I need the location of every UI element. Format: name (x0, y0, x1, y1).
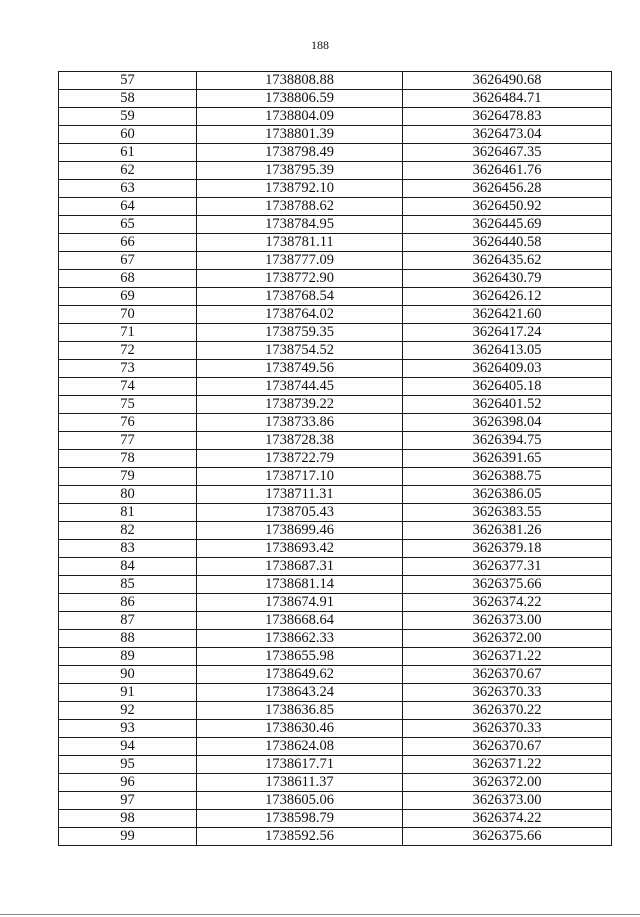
y-coordinate-cell: 3626417.24 (403, 324, 612, 342)
table-row (59, 90, 612, 108)
x-coordinate-cell: 1738649.62 (197, 666, 403, 684)
x-coordinate-cell: 1738687.31 (197, 558, 403, 576)
table-row (59, 810, 612, 828)
point-number-cell: 95 (59, 756, 197, 774)
x-coordinate-cell: 1738699.46 (197, 522, 403, 540)
table-row (59, 432, 612, 450)
x-coordinate-cell: 1738705.43 (197, 504, 403, 522)
point-number-cell: 87 (59, 612, 197, 630)
table-row (59, 126, 612, 144)
x-coordinate-cell: 1738744.45 (197, 378, 403, 396)
y-coordinate-cell: 3626409.03 (403, 360, 612, 378)
y-coordinate-cell: 3626450.92 (403, 198, 612, 216)
y-coordinate-cell: 3626371.22 (403, 756, 612, 774)
x-coordinate-cell: 1738801.39 (197, 126, 403, 144)
point-number-cell: 74 (59, 378, 197, 396)
point-number-cell: 63 (59, 180, 197, 198)
table-row (59, 648, 612, 666)
table-row (59, 252, 612, 270)
table-row (59, 180, 612, 198)
x-coordinate-cell: 1738768.54 (197, 288, 403, 306)
page-number: 188 (311, 38, 329, 52)
x-coordinate-cell: 1738808.88 (197, 72, 403, 90)
y-coordinate-cell: 3626375.66 (403, 828, 612, 846)
point-number-cell: 99 (59, 828, 197, 846)
y-coordinate-cell: 3626386.05 (403, 486, 612, 504)
table-row (59, 684, 612, 702)
page-bottom-rule (0, 914, 640, 915)
table-row (59, 774, 612, 792)
table-row (59, 468, 612, 486)
y-coordinate-cell: 3626370.33 (403, 720, 612, 738)
y-coordinate-cell: 3626372.00 (403, 630, 612, 648)
table-row (59, 630, 612, 648)
y-coordinate-cell: 3626388.75 (403, 468, 612, 486)
x-coordinate-cell: 1738772.90 (197, 270, 403, 288)
table-row (59, 576, 612, 594)
table-row (59, 342, 612, 360)
x-coordinate-cell: 1738617.71 (197, 756, 403, 774)
point-number-cell: 91 (59, 684, 197, 702)
y-coordinate-cell: 3626383.55 (403, 504, 612, 522)
x-coordinate-cell: 1738798.49 (197, 144, 403, 162)
y-coordinate-cell: 3626398.04 (403, 414, 612, 432)
x-coordinate-cell: 1738728.38 (197, 432, 403, 450)
point-number-cell: 89 (59, 648, 197, 666)
y-coordinate-cell: 3626456.28 (403, 180, 612, 198)
table-row (59, 450, 612, 468)
y-coordinate-cell: 3626370.22 (403, 702, 612, 720)
x-coordinate-cell: 1738611.37 (197, 774, 403, 792)
x-coordinate-cell: 1738795.39 (197, 162, 403, 180)
point-number-cell: 86 (59, 594, 197, 612)
x-coordinate-cell: 1738792.10 (197, 180, 403, 198)
table-row (59, 666, 612, 684)
point-number-cell: 94 (59, 738, 197, 756)
point-number-cell: 78 (59, 450, 197, 468)
point-number-cell: 57 (59, 72, 197, 90)
point-number-cell: 93 (59, 720, 197, 738)
table-row (59, 612, 612, 630)
point-number-cell: 66 (59, 234, 197, 252)
y-coordinate-cell: 3626421.60 (403, 306, 612, 324)
y-coordinate-cell: 3626391.65 (403, 450, 612, 468)
table-row (59, 738, 612, 756)
y-coordinate-cell: 3626405.18 (403, 378, 612, 396)
y-coordinate-cell: 3626430.79 (403, 270, 612, 288)
x-coordinate-cell: 1738722.79 (197, 450, 403, 468)
point-number-cell: 71 (59, 324, 197, 342)
point-number-cell: 58 (59, 90, 197, 108)
x-coordinate-cell: 1738788.62 (197, 198, 403, 216)
table-row (59, 198, 612, 216)
table-row (59, 414, 612, 432)
y-coordinate-cell: 3626372.00 (403, 774, 612, 792)
x-coordinate-cell: 1738717.10 (197, 468, 403, 486)
table-row (59, 540, 612, 558)
y-coordinate-cell: 3626484.71 (403, 90, 612, 108)
table-row (59, 72, 612, 90)
point-number-cell: 65 (59, 216, 197, 234)
table-row (59, 378, 612, 396)
y-coordinate-cell: 3626371.22 (403, 648, 612, 666)
y-coordinate-cell: 3626370.67 (403, 738, 612, 756)
point-number-cell: 81 (59, 504, 197, 522)
y-coordinate-cell: 3626435.62 (403, 252, 612, 270)
y-coordinate-cell: 3626374.22 (403, 594, 612, 612)
table-row (59, 756, 612, 774)
point-number-cell: 68 (59, 270, 197, 288)
point-number-cell: 76 (59, 414, 197, 432)
table-row (59, 270, 612, 288)
y-coordinate-cell: 3626478.83 (403, 108, 612, 126)
y-coordinate-cell: 3626401.52 (403, 396, 612, 414)
x-coordinate-cell: 1738630.46 (197, 720, 403, 738)
table-row (59, 216, 612, 234)
x-coordinate-cell: 1738764.02 (197, 306, 403, 324)
y-coordinate-cell: 3626445.69 (403, 216, 612, 234)
y-coordinate-cell: 3626375.66 (403, 576, 612, 594)
point-number-cell: 79 (59, 468, 197, 486)
point-number-cell: 75 (59, 396, 197, 414)
y-coordinate-cell: 3626473.04 (403, 126, 612, 144)
point-number-cell: 83 (59, 540, 197, 558)
x-coordinate-cell: 1738662.33 (197, 630, 403, 648)
point-number-cell: 96 (59, 774, 197, 792)
x-coordinate-cell: 1738605.06 (197, 792, 403, 810)
point-number-cell: 90 (59, 666, 197, 684)
y-coordinate-cell: 3626373.00 (403, 792, 612, 810)
table-row (59, 792, 612, 810)
x-coordinate-cell: 1738804.09 (197, 108, 403, 126)
point-number-cell: 88 (59, 630, 197, 648)
x-coordinate-cell: 1738674.91 (197, 594, 403, 612)
point-number-cell: 62 (59, 162, 197, 180)
x-coordinate-cell: 1738636.85 (197, 702, 403, 720)
x-coordinate-cell: 1738693.42 (197, 540, 403, 558)
x-coordinate-cell: 1738733.86 (197, 414, 403, 432)
x-coordinate-cell: 1738759.35 (197, 324, 403, 342)
x-coordinate-cell: 1738749.56 (197, 360, 403, 378)
point-number-cell: 97 (59, 792, 197, 810)
table-row (59, 522, 612, 540)
table-row (59, 288, 612, 306)
y-coordinate-cell: 3626379.18 (403, 540, 612, 558)
table-row (59, 702, 612, 720)
x-coordinate-cell: 1738739.22 (197, 396, 403, 414)
y-coordinate-cell: 3626461.76 (403, 162, 612, 180)
x-coordinate-cell: 1738711.31 (197, 486, 403, 504)
y-coordinate-cell: 3626377.31 (403, 558, 612, 576)
y-coordinate-cell: 3626467.35 (403, 144, 612, 162)
x-coordinate-cell: 1738668.64 (197, 612, 403, 630)
point-number-cell: 69 (59, 288, 197, 306)
point-number-cell: 92 (59, 702, 197, 720)
point-number-cell: 80 (59, 486, 197, 504)
x-coordinate-cell: 1738784.95 (197, 216, 403, 234)
table-row (59, 594, 612, 612)
y-coordinate-cell: 3626440.58 (403, 234, 612, 252)
x-coordinate-cell: 1738592.56 (197, 828, 403, 846)
point-number-cell: 61 (59, 144, 197, 162)
point-number-cell: 59 (59, 108, 197, 126)
table-row (59, 162, 612, 180)
table-row (59, 306, 612, 324)
table-row (59, 396, 612, 414)
y-coordinate-cell: 3626374.22 (403, 810, 612, 828)
point-number-cell: 67 (59, 252, 197, 270)
coordinates-table (58, 71, 612, 846)
table-row (59, 108, 612, 126)
x-coordinate-cell: 1738754.52 (197, 342, 403, 360)
table-row (59, 828, 612, 846)
point-number-cell: 77 (59, 432, 197, 450)
point-number-cell: 98 (59, 810, 197, 828)
x-coordinate-cell: 1738777.09 (197, 252, 403, 270)
point-number-cell: 64 (59, 198, 197, 216)
table-row (59, 234, 612, 252)
x-coordinate-cell: 1738781.11 (197, 234, 403, 252)
x-coordinate-cell: 1738655.98 (197, 648, 403, 666)
y-coordinate-cell: 3626413.05 (403, 342, 612, 360)
point-number-cell: 60 (59, 126, 197, 144)
table-row (59, 324, 612, 342)
y-coordinate-cell: 3626394.75 (403, 432, 612, 450)
x-coordinate-cell: 1738624.08 (197, 738, 403, 756)
point-number-cell: 70 (59, 306, 197, 324)
y-coordinate-cell: 3626370.33 (403, 684, 612, 702)
point-number-cell: 72 (59, 342, 197, 360)
table-row (59, 720, 612, 738)
y-coordinate-cell: 3626381.26 (403, 522, 612, 540)
x-coordinate-cell: 1738598.79 (197, 810, 403, 828)
table-row (59, 360, 612, 378)
point-number-cell: 84 (59, 558, 197, 576)
x-coordinate-cell: 1738643.24 (197, 684, 403, 702)
table-row (59, 486, 612, 504)
x-coordinate-cell: 1738806.59 (197, 90, 403, 108)
y-coordinate-cell: 3626370.67 (403, 666, 612, 684)
y-coordinate-cell: 3626490.68 (403, 72, 612, 90)
coordinates-table-body (59, 72, 612, 846)
table-row (59, 558, 612, 576)
point-number-cell: 73 (59, 360, 197, 378)
y-coordinate-cell: 3626426.12 (403, 288, 612, 306)
point-number-cell: 82 (59, 522, 197, 540)
table-row (59, 144, 612, 162)
y-coordinate-cell: 3626373.00 (403, 612, 612, 630)
table-row (59, 504, 612, 522)
x-coordinate-cell: 1738681.14 (197, 576, 403, 594)
point-number-cell: 85 (59, 576, 197, 594)
